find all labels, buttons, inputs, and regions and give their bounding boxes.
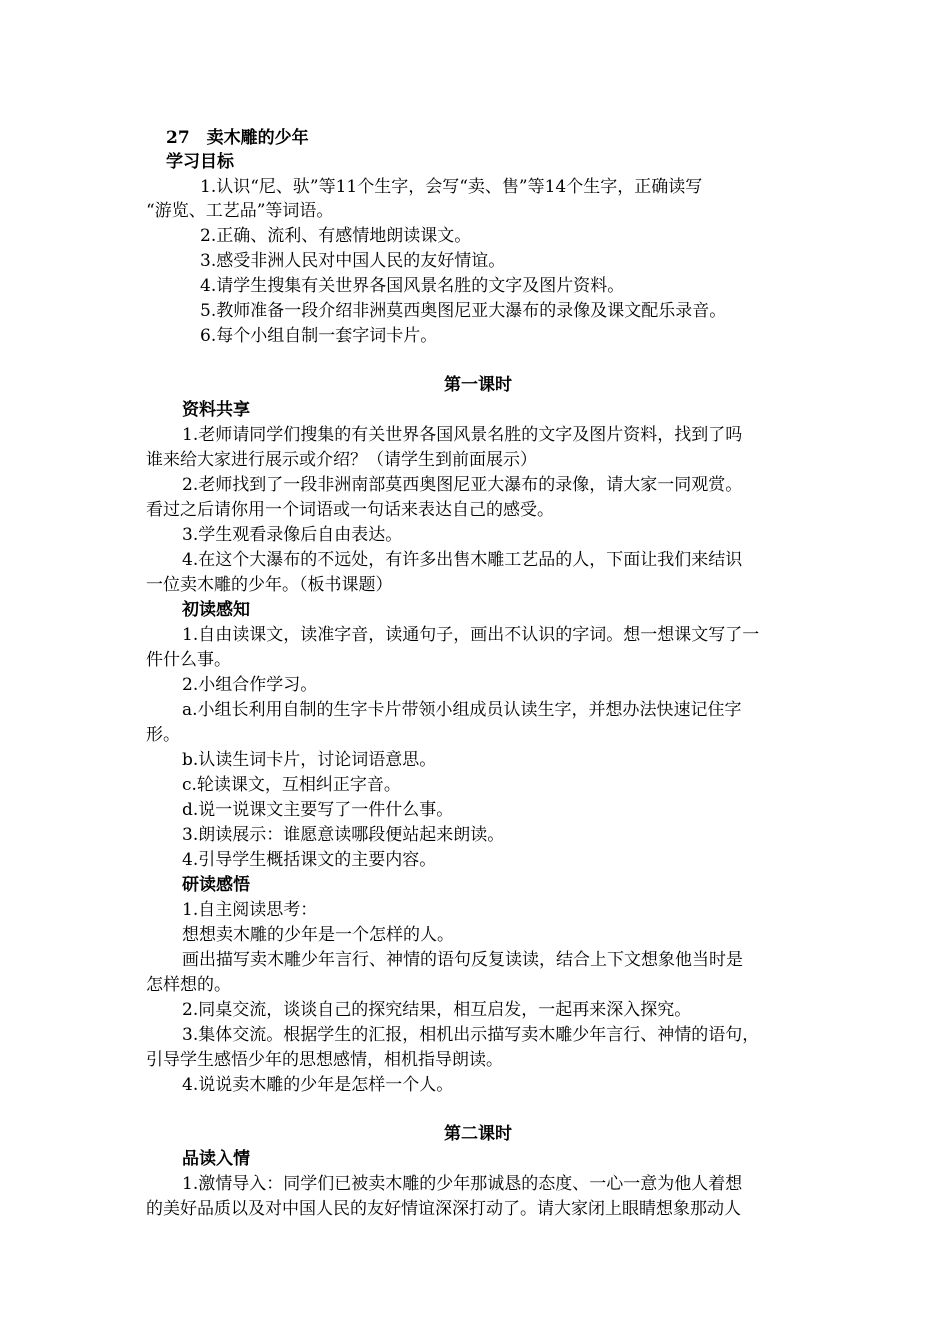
paragraph-line: 2.老师找到了一段非洲南部莫西奥图尼亚大瀑布的录像，请大家一同观赏。 xyxy=(182,475,743,495)
paragraph-line: 一位卖木雕的少年。（板书课题） xyxy=(146,575,393,595)
first-read-heading: 初读感知 xyxy=(182,600,250,620)
paragraph-line: 想想卖木雕的少年是一个怎样的人。 xyxy=(182,925,454,945)
goal-line: 4.请学生搜集有关世界各国风景名胜的文字及图片资料。 xyxy=(200,276,625,296)
paragraph-line: c.轮读课文，互相纠正字音。 xyxy=(182,775,401,795)
paragraph-line: 4.说说卖木雕的少年是怎样一个人。 xyxy=(182,1075,454,1095)
paragraph-line: 1.激情导入：同学们已被卖木雕的少年那诚恳的态度、一心一意为他人着想 xyxy=(182,1174,743,1194)
paragraph-line: 1.自主阅读思考： xyxy=(182,900,318,920)
sharing-heading: 资料共享 xyxy=(182,400,250,420)
study-heading: 研读感悟 xyxy=(182,875,250,895)
lesson-title: 27 卖木雕的少年 xyxy=(166,128,309,148)
paragraph-line: 4.在这个大瀑布的不远处，有许多出售木雕工艺品的人，下面让我们来结识 xyxy=(182,550,743,570)
goal-line: 5.教师准备一段介绍非洲莫西奥图尼亚大瀑布的录像及课文配乐录音。 xyxy=(200,301,727,321)
goal-line: 1.认识“尼、驮”等11个生字，会写“卖、售”等14个生字，正确读写 xyxy=(200,177,703,197)
lesson1-title: 第一课时 xyxy=(444,375,512,395)
paragraph-line: 2.同桌交流，谈谈自己的探究结果，相互启发，一起再来深入探究。 xyxy=(182,1000,692,1020)
paragraph-line: 的美好品质以及对中国人民的友好情谊深深打动了。请大家闭上眼睛想象那动人 xyxy=(146,1199,741,1219)
paragraph-line: d.说一说课文主要写了一件什么事。 xyxy=(182,800,454,820)
paragraph-line: 形。 xyxy=(146,725,180,745)
paragraph-line: 3.集体交流。根据学生的汇报，相机出示描写卖木雕少年言行、神情的语句， xyxy=(182,1025,760,1045)
paragraph-line: 1.老师请同学们搜集的有关世界各国风景名胜的文字及图片资料，找到了吗 xyxy=(182,425,743,445)
paragraph-line: 画出描写卖木雕少年言行、神情的语句反复读读，结合上下文想象他当时是 xyxy=(182,950,743,970)
paragraph-line: b.认读生词卡片，讨论词语意思。 xyxy=(182,750,437,770)
goals-heading: 学习目标 xyxy=(166,152,234,172)
lesson2-title: 第二课时 xyxy=(444,1124,512,1144)
goal-line: 3.感受非洲人民对中国人民的友好情谊。 xyxy=(200,251,506,271)
paragraph-line: 4.引导学生概括课文的主要内容。 xyxy=(182,850,437,870)
goal-line: 6.每个小组自制一套字词卡片。 xyxy=(200,326,438,346)
paragraph-line: 2.小组合作学习。 xyxy=(182,675,318,695)
paragraph-line: 引导学生感悟少年的思想感情，相机指导朗读。 xyxy=(146,1050,503,1070)
paragraph-line: 3.朗读展示：谁愿意读哪段便站起来朗读。 xyxy=(182,825,505,845)
paragraph-line: 1.自由读课文，读准字音，读通句子，画出不认识的字词。想一想课文写了一 xyxy=(182,625,760,645)
goal-line: “游览、工艺品”等词语。 xyxy=(146,201,334,221)
paragraph-line: 谁来给大家进行展示或介绍？（请学生到前面展示） xyxy=(146,450,537,470)
paragraph-line: 件什么事。 xyxy=(146,650,231,670)
paragraph-line: 怎样想的。 xyxy=(146,975,231,995)
goal-line: 2.正确、流利、有感情地朗读课文。 xyxy=(200,226,472,246)
appreciate-heading: 品读入情 xyxy=(182,1149,250,1169)
paragraph-line: 看过之后请你用一个词语或一句话来表达自己的感受。 xyxy=(146,500,554,520)
paragraph-line: 3.学生观看录像后自由表达。 xyxy=(182,525,403,545)
paragraph-line: a.小组长利用自制的生字卡片带领小组成员认读生字，并想办法快速记住字 xyxy=(182,700,742,720)
